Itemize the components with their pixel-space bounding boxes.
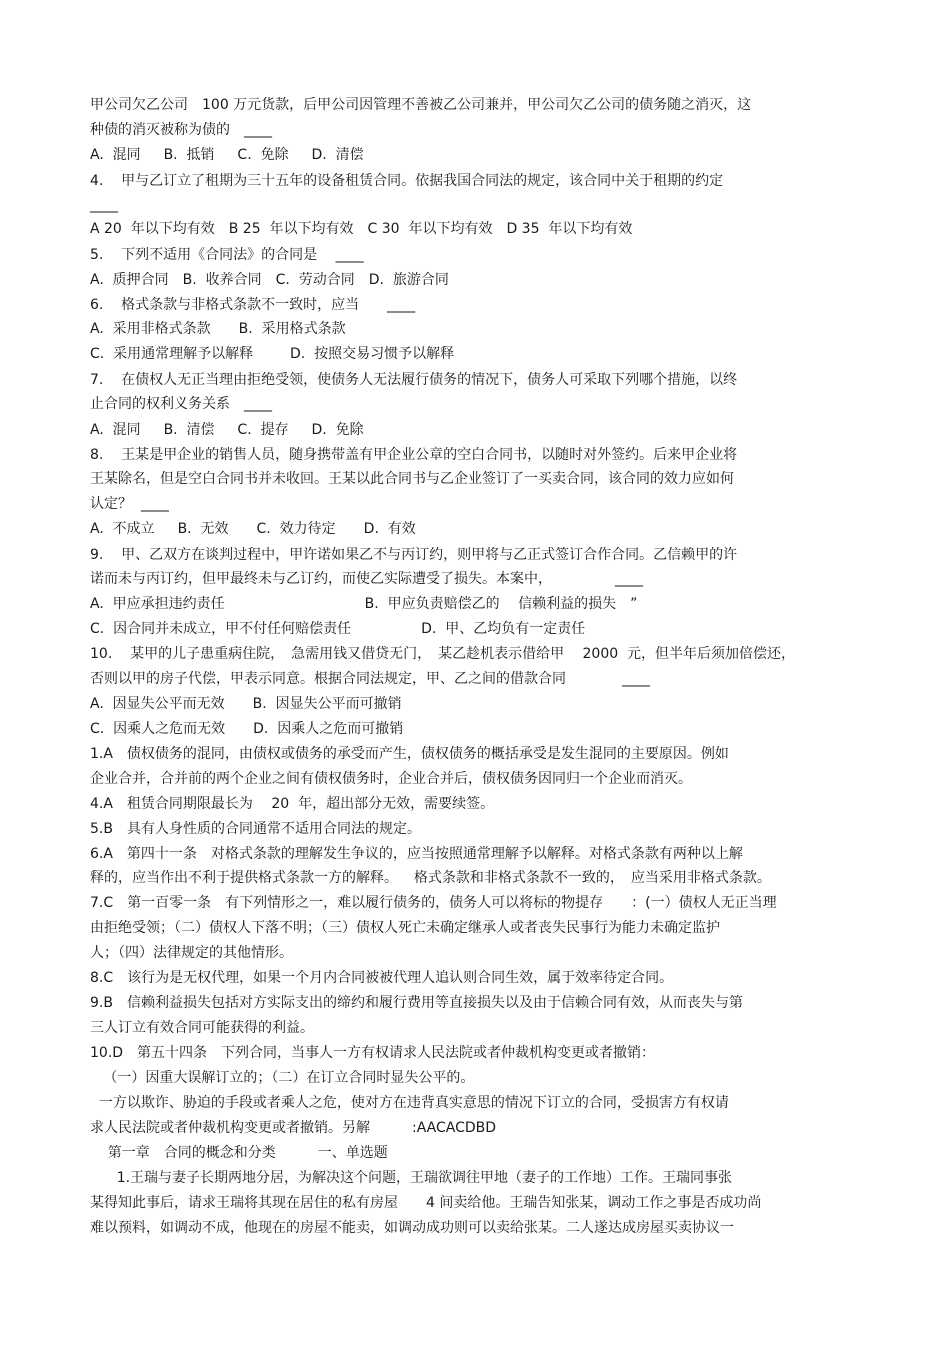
text-line: 8. 王某是甲企业的销售人员，随身携带盖有甲企业公章的空白合同书，以随时对外签约。后来甲企业将 xyxy=(90,447,738,463)
text-line: 三人订立有效合同可能获得的利益。 xyxy=(90,1020,314,1036)
text-line: 9. 甲、乙双方在谈判过程中，甲许诺如果乙不与丙订约，则甲将与乙正式签订合作合同。乙信赖甲的许 xyxy=(90,547,738,563)
text-line: 企业合并，合并前的两个企业之间有债权债务时，企业合并后，债权债务因同归一个企业而消灭。 xyxy=(90,771,692,787)
text-line: 5.B 具有人身性质的合同通常不适用合同法的规定。 xyxy=(90,821,421,837)
text-line: 甲公司欠乙公司 100 万元货款，后甲公司因管理不善被乙公司兼并，甲公司欠乙公司的债务随之消灭，这 xyxy=(90,97,752,113)
text-line: 人；（四）法律规定的其他情形。 xyxy=(90,945,293,961)
text-line: A. 甲应承担违约责任 B. 甲应负责赔偿乙的 信赖利益的损失 ” xyxy=(90,596,638,612)
text-line: 9.B 信赖利益损失包括对方实际支出的缔约和履行费用等直接损失以及由于信赖合同有效，从而丧失与第 xyxy=(90,995,743,1011)
text-line: 求人民法院或者仲裁机构变更或者撤销。另解 :AACACDBD xyxy=(90,1120,497,1136)
text-line: 4. 甲与乙订立了租期为三十五年的设备租赁合同。依据我国合同法的规定，该合同中关于租期的约定 xyxy=(90,173,724,189)
text-line: 由拒绝受领；（二）债权人下落不明；（三）债权人死亡未确定继承人或者丧失民事行为能力未确定监护 xyxy=(90,920,720,936)
text-line: 7. 在债权人无正当理由拒绝受领，使债务人无法履行债务的情况下，债务人可采取下列哪个措施，以终 xyxy=(90,372,738,388)
text-line: 诺而未与丙订约，但甲最终未与乙订约，而使乙实际遭受了损失。本案中， ____ xyxy=(90,571,643,587)
text-line: 6.A 第四十一条 对格式条款的理解发生争议的，应当按照通常理解予以解释。对格式条款有两种以上解 xyxy=(90,846,743,862)
text-line: 认定？ ____ xyxy=(90,496,169,512)
text-line: 第一章 合同的概念和分类 一、单选题 xyxy=(90,1145,388,1161)
text-line: A. 不成立 B. 无效 C. 效力待定 D. 有效 xyxy=(90,521,416,537)
text-line: C. 采用通常理解予以解释 D. 按照交易习惯予以解释 xyxy=(90,346,455,362)
text-line: 某得知此事后，请求王瑞将其现在居住的私有房屋 4 间卖给他。王瑞告知张某，调动工作之事是否成功尚 xyxy=(90,1195,762,1211)
text-line: 1.A 债权债务的混同，由债权或债务的承受而产生，债权债务的概括承受是发生混同的主要原因。例如 xyxy=(90,746,729,762)
text-line: C. 因合同并未成立，甲不付任何赔偿责任 D. 甲、乙均负有一定责任 xyxy=(90,621,586,637)
text-line: 种债的消灭被称为债的 ____ xyxy=(90,122,272,138)
text-line: A. 混同 B. 清偿 C. 提存 D. 免除 xyxy=(90,422,364,438)
text-line: 一方以欺诈、胁迫的手段或者乘人之危，使对方在违背真实意思的情况下订立的合同，受损害方有权请 xyxy=(90,1095,729,1111)
text-line: 难以预料，如调动不成，他现在的房屋不能卖，如调动成功则可以卖给张某。二人遂达成房屋买卖协议一 xyxy=(90,1220,734,1236)
text-line: 王某除名，但是空白合同书并未收回。王某以此合同书与乙企业签订了一买卖合同，该合同的效力应如何 xyxy=(90,471,734,487)
text-line: ____ xyxy=(90,197,118,213)
text-line: 7.C 第一百零一条 有下列情形之一，难以履行债务的，债务人可以将标的物提存 ：(一）债权人无正当理 xyxy=(90,895,777,911)
text-line: 否则以甲的房子代偿，甲表示同意。根据合同法规定，甲、乙之间的借款合同 ____ xyxy=(90,671,650,687)
text-line: 6. 格式条款与非格式条款不一致时，应当 ____ xyxy=(90,297,416,313)
text-line: A. 因显失公平而无效 B. 因显失公平而可撤销 xyxy=(90,696,402,712)
text-line: A. 混同 B. 抵销 C. 免除 D. 清偿 xyxy=(90,147,364,163)
text-line: 5. 下列不适用《合同法》的合同是 ____ xyxy=(90,247,364,263)
text-line: C. 因乘人之危而无效 D. 因乘人之危而可撤销 xyxy=(90,721,404,737)
text-line: 10.D 第五十四条 下列合同，当事人一方有权请求人民法院或者仲裁机构变更或者撤销： xyxy=(90,1045,656,1061)
text-line: A. 质押合同 B. 收养合同 C. 劳动合同 D. 旅游合同 xyxy=(90,272,449,288)
text-line: 1.王瑞与妻子长期两地分居，为解决这个问题，王瑞欲调往甲地（妻子的工作地）工作。王瑞同事张 xyxy=(90,1170,733,1186)
text-line: 4.A 租赁合同期限最长为 20 年，超出部分无效，需要续签。 xyxy=(90,796,495,812)
text-line: 10. 某甲的儿子患重病住院， 急需用钱又借贷无门， 某乙趁机表示借给甲 2000 元，但半年后须加倍偿还， xyxy=(90,646,796,662)
text-line: A 20 年以下均有效 B 25 年以下均有效 C 30 年以下均有效 D 35 年以下均有效 xyxy=(90,221,633,237)
text-line: （一）因重大误解订立的；（二）在订立合同时显失公平的。 xyxy=(90,1070,475,1086)
text-line: 8.C 该行为是无权代理，如果一个月内合同被被代理人追认则合同生效，属于效率待定合同。 xyxy=(90,970,674,986)
text-line: 止合同的权利义务关系 ____ xyxy=(90,396,272,412)
text-line: 释的，应当作出不利于提供格式条款一方的解释。 格式条款和非格式条款不一致的， 应当采用非格式条款。 xyxy=(90,870,771,886)
text-line: A. 采用非格式条款 B. 采用格式条款 xyxy=(90,321,346,337)
